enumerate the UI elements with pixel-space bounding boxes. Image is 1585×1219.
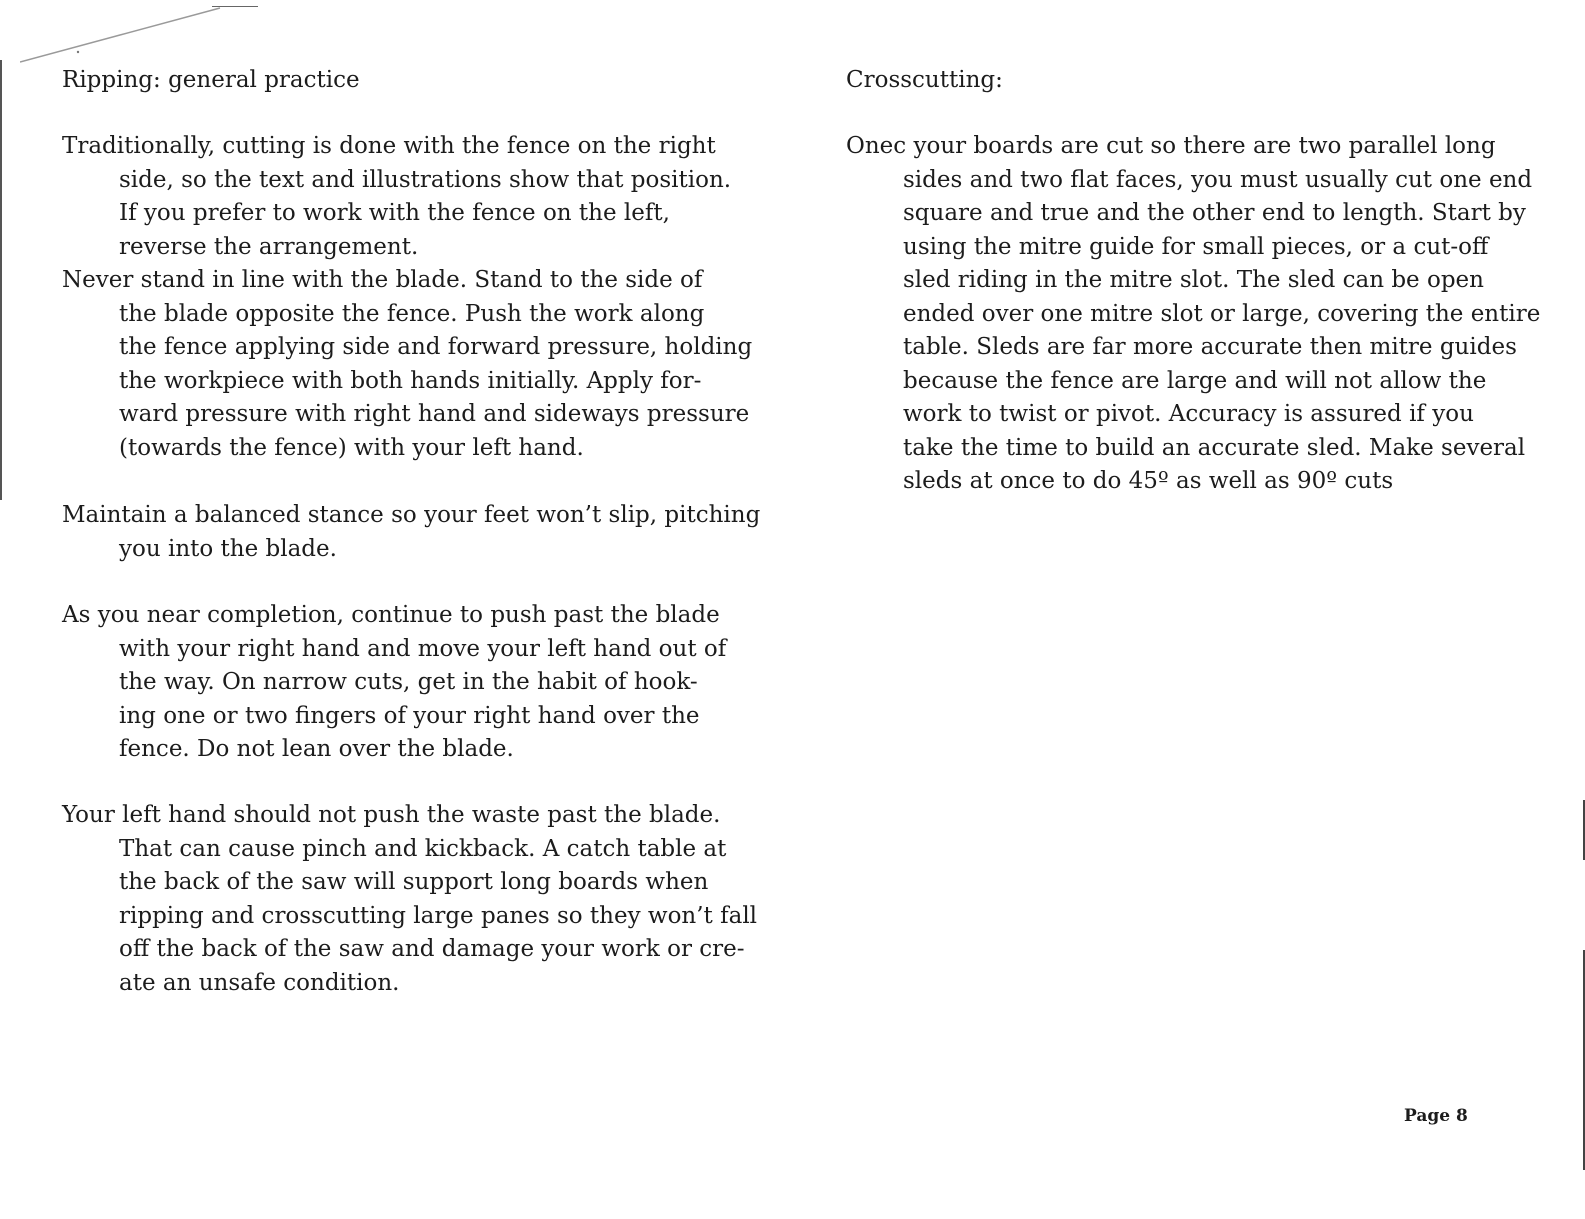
- text-line: square and true and the other end to length. Start by: [903, 200, 1526, 226]
- text-line: the way. On narrow cuts, get in the habit of hook-: [119, 669, 698, 695]
- text-line: work to twist or pivot. Accuracy is assured if you: [903, 401, 1474, 427]
- text-line: the blade opposite the fence. Push the work along: [119, 300, 705, 327]
- text-line: ripping and crosscutting large panes so they won’t fall: [119, 902, 758, 929]
- section-heading-crosscutting: Crosscutting:: [846, 67, 1003, 93]
- text-line: sled riding in the mitre slot. The sled can be open: [903, 267, 1484, 293]
- text-line: the workpiece with both hands initially. Apply for-: [119, 367, 702, 394]
- paragraph-stance: [62, 264, 752, 465]
- text-line: Your left hand should not push the waste past the blade.: [62, 802, 721, 828]
- text-line: That can cause pinch and kickback. A catch table at: [119, 835, 727, 862]
- paragraph-completion: [62, 599, 726, 767]
- text-line: If you prefer to work with the fence on the left,: [119, 200, 670, 226]
- scan-fold-mark: [20, 6, 260, 66]
- text-line: you into the blade.: [119, 535, 337, 562]
- paragraph-balanced-stance: [62, 499, 760, 566]
- text-line: table. Sleds are far more accurate then mitre guides: [903, 334, 1517, 360]
- text-line: sides and two flat faces, you must usually cut one end: [903, 166, 1533, 193]
- text-line: ward pressure with right hand and sideways pressure: [119, 401, 750, 427]
- paragraph-left-hand: [62, 799, 757, 1000]
- paragraph-traditional-cutting: [62, 130, 731, 264]
- text-line: because the fence are large and will not allow the: [903, 367, 1487, 394]
- text-line: fence. Do not lean over the blade.: [119, 736, 514, 762]
- text-line: with your right hand and move your left hand out of: [119, 635, 727, 662]
- text-line: the back of the saw will support long boards when: [119, 869, 709, 895]
- text-line: As you near completion, continue to push past the blade: [62, 602, 720, 628]
- page-number: Page 8: [1404, 1106, 1468, 1126]
- text-line: (towards the fence) with your left hand.: [119, 434, 584, 461]
- text-line: ended over one mitre slot or large, covering the entire: [903, 300, 1541, 327]
- scan-edge-line: [0, 60, 2, 500]
- text-line: ate an unsafe condition.: [119, 969, 400, 996]
- text-line: off the back of the saw and damage your work or cre-: [119, 936, 745, 962]
- text-line: using the mitre guide for small pieces, or a cut-off: [903, 233, 1489, 260]
- text-line: the fence applying side and forward pressure, holding: [119, 334, 753, 360]
- text-line: sleds at once to do 45º as well as 90º cuts: [903, 468, 1394, 494]
- text-line: reverse the arrangement.: [119, 233, 419, 260]
- text-line: Maintain a balanced stance so your feet won’t slip, pitching: [62, 502, 761, 528]
- text-line: take the time to build an accurate sled. Make several: [903, 434, 1526, 461]
- text-line: Onec your boards are cut so there are two parallel long: [846, 133, 1496, 159]
- section-heading-ripping: Ripping: general practice: [62, 67, 360, 93]
- text-line: Never stand in line with the blade. Stand to the side of: [62, 267, 703, 293]
- text-line: ing one or two fingers of your right hand over the: [119, 702, 700, 729]
- text-line: side, so the text and illustrations show that position.: [119, 166, 732, 193]
- text-line: Traditionally, cutting is done with the fence on the right: [62, 133, 716, 159]
- paragraph-crosscutting: [846, 130, 1540, 499]
